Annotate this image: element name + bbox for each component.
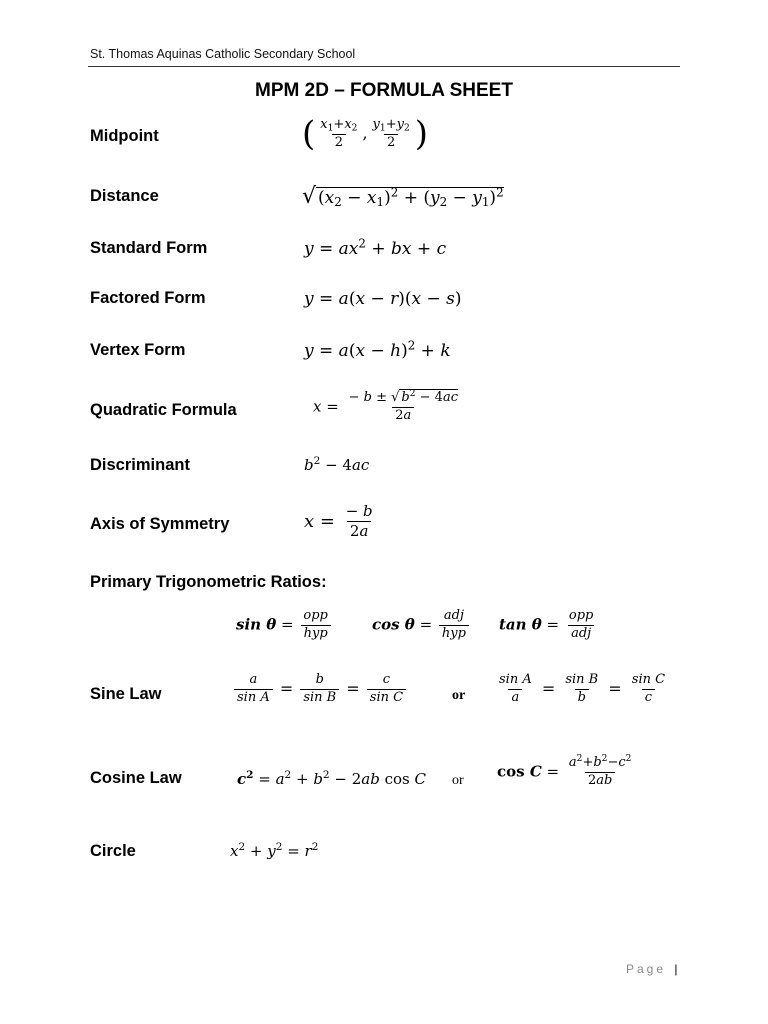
label-midpoint: Midpoint	[90, 127, 159, 145]
label-circle: Circle	[90, 842, 136, 860]
formula-discriminant: $b^2 - 4ac$	[304, 455, 370, 474]
label-quadratic-formula: Quadratic Formula	[90, 401, 237, 419]
formula-sin: sin θ = $\frac{\text{opp}}{\text{hyp}}$	[236, 609, 333, 642]
formula-cos: cos θ = $\frac{\text{adj}}{\text{hyp}}$	[372, 609, 471, 642]
header-rule	[88, 66, 680, 67]
formula-vertex-form: $y = a(x - h)^2 + k$	[304, 338, 451, 361]
label-axis-of-symmetry: Axis of Symmetry	[90, 515, 230, 533]
label-distance: Distance	[90, 187, 159, 205]
formula-distance: √ $(x_2 - x_1)^2 + (y_2 - y_1)^2$	[302, 184, 504, 209]
formula-tan: tan θ = $\frac{\text{opp}}{\text{adj}}$	[499, 608, 594, 641]
page-separator: |	[674, 962, 678, 976]
formula-cosine-law: $c^2 = a^2 + b^2 - 2ab$ cos C	[237, 769, 426, 788]
formula-circle: $x^2 + y^2 = r^2$	[230, 841, 319, 860]
page-label: Page	[626, 962, 667, 976]
label-trig-ratios: Primary Trigonometric Ratios:	[90, 573, 327, 591]
formula-quadratic: x = $\frac{- b \pm √ b^2 - 4ac}{2a}$	[313, 389, 458, 423]
page-footer	[626, 962, 678, 976]
label-standard-form: Standard Form	[90, 239, 208, 257]
label-discriminant: Discriminant	[90, 456, 190, 474]
formula-sine-law-angles: $\frac{\text{sin A}}{a}$ = $\frac{\text{sin B}}{b}$ = $\frac{\text{sin C}}{c}$	[499, 672, 666, 705]
or-text-cosine: or	[452, 773, 464, 788]
formula-midpoint: ( $\frac{x_1+x_2}{2}$ , $\frac{y_1+y_2}{2}$ )	[302, 114, 429, 154]
formula-axis-of-symmetry: x = $\frac{- b}{2a}$	[304, 502, 373, 541]
label-factored-form: Factored Form	[90, 289, 206, 307]
label-cosine-law: Cosine Law	[90, 769, 182, 787]
or-text-sine: or	[452, 688, 466, 703]
school-header: St. Thomas Aquinas Catholic Secondary School	[90, 47, 356, 61]
formula-factored-form: y = a(x − r)(x − s)	[304, 289, 462, 309]
page-title: MPM 2D – FORMULA SHEET	[255, 80, 513, 101]
formula-standard-form: $y = ax^2$ + bx + c	[304, 236, 447, 259]
label-sine-law: Sine Law	[90, 685, 162, 703]
formula-sine-law-sides: $\frac{a}{\text{sin A}}$ = $\frac{b}{\text{sin B}}$ = $\frac{c}{\text{sin C}}$	[232, 673, 408, 706]
label-vertex-form: Vertex Form	[90, 341, 186, 359]
formula-cosine-law-angle: cos C = $\frac{a^2+b^2-c^2}{2ab}$	[497, 754, 632, 788]
